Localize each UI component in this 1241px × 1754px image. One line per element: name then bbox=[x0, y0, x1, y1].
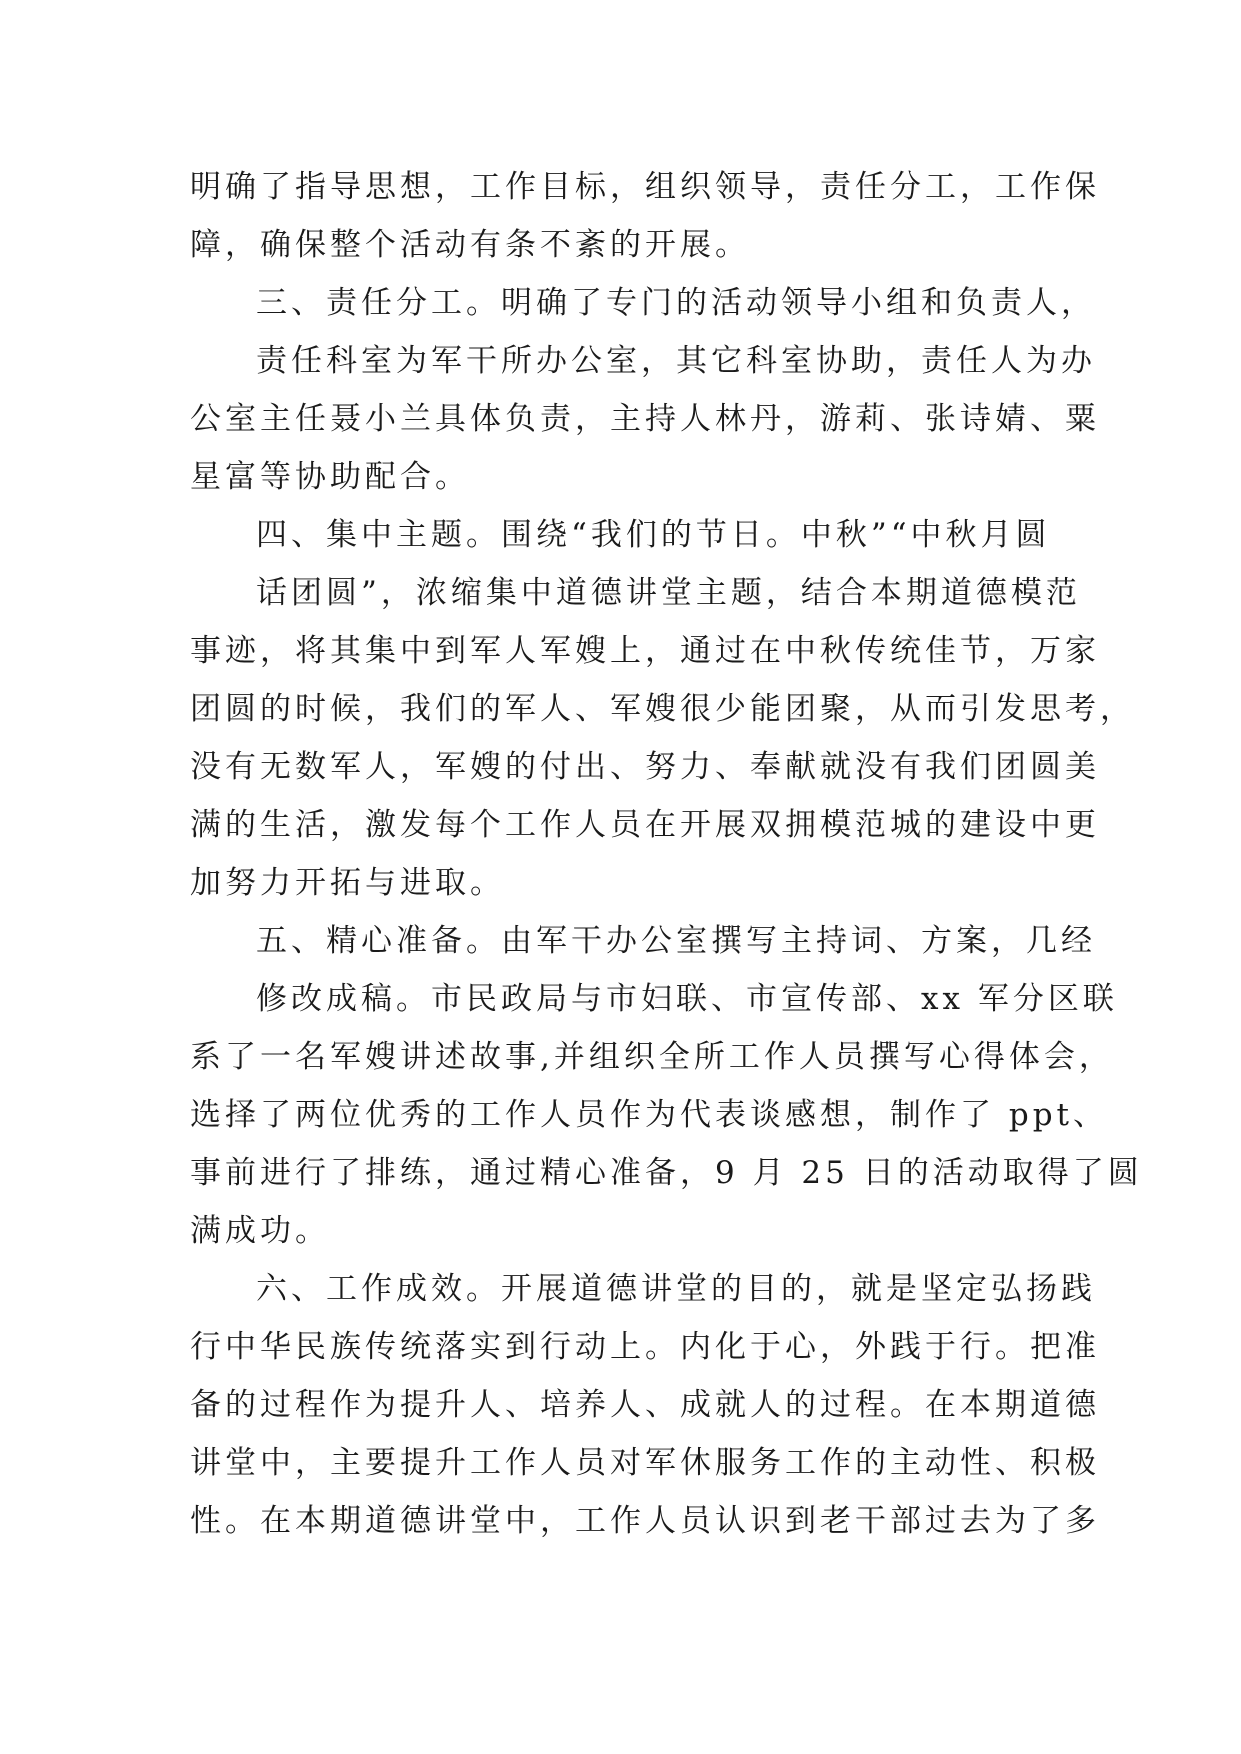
text-line: 责任科室为军干所办公室，其它科室协助，责任人为办 bbox=[256, 343, 1096, 379]
text-line: 团圆的时候，我们的军人、军嫂很少能团聚，从而引发思考， bbox=[190, 691, 1135, 727]
text-line: 公室主任聂小兰具体负责，主持人林丹，游莉、张诗婧、粟 bbox=[190, 401, 1100, 437]
text-line: 修改成稿。市民政局与市妇联、市宣传部、xx 军分区联 bbox=[256, 981, 1118, 1017]
text-line: 满的生活，激发每个工作人员在开展双拥模范城的建设中更 bbox=[190, 807, 1100, 843]
text-line: 讲堂中，主要提升工作人员对军休服务工作的主动性、积极 bbox=[190, 1445, 1100, 1481]
text-line: 行中华民族传统落实到行动上。内化于心，外践于行。把准 bbox=[190, 1329, 1100, 1365]
text-line: 障，确保整个活动有条不紊的开展。 bbox=[190, 227, 750, 263]
section-heading-line: 五、精心准备。由军干办公室撰写主持词、方案，几经 bbox=[256, 923, 1096, 959]
section-heading-line: 四、集中主题。围绕“我们的节日。中秋”“中秋月圆 bbox=[256, 517, 1051, 553]
text-line: 满成功。 bbox=[190, 1213, 330, 1249]
text-line: 选择了两位优秀的工作人员作为代表谈感想，制作了 ppt、 bbox=[190, 1097, 1108, 1133]
text-line: 事前进行了排练，通过精心准备，9 月 25 日的活动取得了圆 bbox=[190, 1155, 1143, 1191]
text-line: 星富等协助配合。 bbox=[190, 459, 470, 495]
text-line: 明确了指导思想，工作目标，组织领导，责任分工，工作保 bbox=[190, 169, 1100, 205]
document-body bbox=[190, 158, 1143, 1550]
section-heading-line: 六、工作成效。开展道德讲堂的目的，就是坚定弘扬践 bbox=[256, 1271, 1096, 1307]
text-line: 加努力开拓与进取。 bbox=[190, 865, 505, 901]
text-line: 系了一名军嫂讲述故事,并组织全所工作人员撰写心得体会， bbox=[190, 1039, 1114, 1075]
text-line: 话团圆”，浓缩集中道德讲堂主题，结合本期道德模范 bbox=[256, 575, 1081, 611]
text-line: 性。在本期道德讲堂中，工作人员认识到老干部过去为了多 bbox=[190, 1503, 1100, 1539]
text-line: 没有无数军人，军嫂的付出、努力、奉献就没有我们团圆美 bbox=[190, 749, 1100, 785]
section-heading-line: 三、责任分工。明确了专门的活动领导小组和负责人， bbox=[256, 285, 1096, 321]
text-line: 备的过程作为提升人、培养人、成就人的过程。在本期道德 bbox=[190, 1387, 1100, 1423]
text-line: 事迹，将其集中到军人军嫂上，通过在中秋传统佳节，万家 bbox=[190, 633, 1100, 669]
